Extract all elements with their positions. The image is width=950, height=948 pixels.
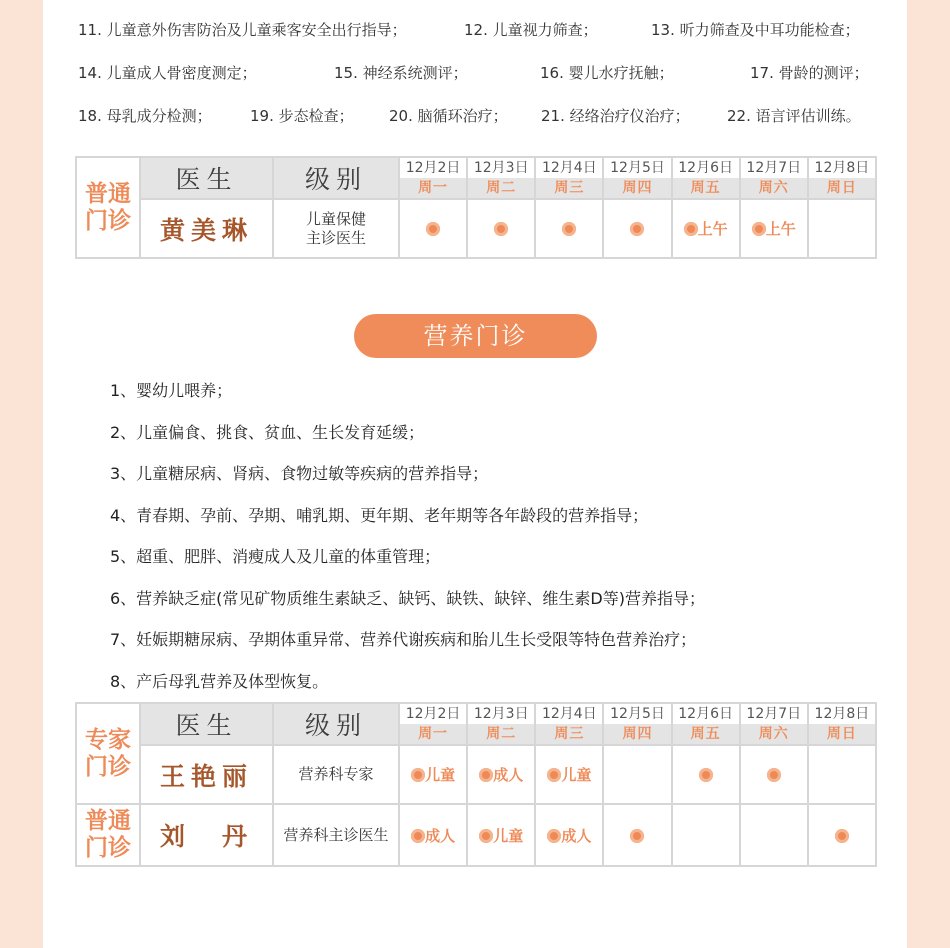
clinic-type-line: 门诊	[85, 835, 131, 861]
weekday-label: 周五	[673, 178, 739, 198]
weekday-label: 周一	[400, 724, 466, 744]
session-dot-icon	[630, 222, 644, 236]
date-label: 12月4日	[536, 158, 602, 178]
date-column-header	[399, 703, 467, 745]
session-label: 儿童	[425, 766, 456, 784]
weekday-label: 周六	[741, 724, 807, 744]
service-item: 17. 骨龄的测评；	[750, 64, 869, 82]
date-column-header	[808, 703, 876, 745]
schedule-slot-cell	[535, 745, 603, 804]
nutrition-service-item: 7、妊娠期糖尿病、孕期体重异常、营养代谢疾病和胎儿生长受限等特色营养治疗；	[110, 630, 697, 649]
date-column-header	[808, 157, 876, 199]
date-label: 12月5日	[604, 158, 670, 178]
service-item: 21. 经络治疗仪治疗；	[541, 107, 690, 125]
session-label: 上午	[697, 220, 728, 238]
clinic-type-label	[76, 703, 140, 804]
schedule-slot-cell	[467, 804, 535, 866]
schedule-slot-cell	[399, 745, 467, 804]
date-label: 12月6日	[673, 704, 739, 724]
clinic-session-marker	[494, 220, 508, 238]
table-row	[76, 745, 876, 804]
schedule-slot-cell	[467, 745, 535, 804]
schedule-slot-cell	[740, 199, 808, 258]
weekday-label: 周五	[673, 724, 739, 744]
session-dot-icon	[411, 768, 425, 782]
schedule-slot-cell	[672, 745, 740, 804]
clinic-session-marker	[411, 827, 455, 845]
schedule-slot-cell	[740, 745, 808, 804]
date-column-header	[467, 157, 535, 199]
date-label: 12月5日	[604, 704, 670, 724]
schedule-slot-cell	[535, 804, 603, 866]
clinic-type-line: 门诊	[85, 753, 131, 780]
doctor-name: 王艳丽	[140, 745, 273, 804]
clinic-session-marker	[684, 220, 728, 238]
weekday-label: 周四	[604, 178, 670, 198]
service-item: 16. 婴儿水疗抚触；	[540, 64, 674, 82]
session-dot-icon	[835, 829, 849, 843]
clinic-session-marker	[547, 827, 591, 845]
clinic-session-marker	[547, 766, 591, 784]
schedule-slot-cell	[808, 199, 876, 258]
weekday-label: 周三	[536, 178, 602, 198]
session-dot-icon	[479, 829, 493, 843]
date-label: 12月7日	[741, 158, 807, 178]
session-dot-icon	[630, 829, 644, 843]
date-label: 12月7日	[741, 704, 807, 724]
schedule-slot-cell	[603, 804, 671, 866]
doctor-name: 黄美琳	[140, 199, 273, 258]
date-column-header	[672, 703, 740, 745]
service-item: 12. 儿童视力筛查；	[464, 21, 598, 39]
date-label: 12月3日	[468, 704, 534, 724]
clinic-type-line: 普通	[85, 808, 131, 834]
session-dot-icon	[562, 222, 576, 236]
table-row	[76, 199, 876, 258]
doctor-column-header: 医生	[140, 157, 273, 199]
session-dot-icon	[547, 768, 561, 782]
doctor-level	[274, 210, 398, 248]
clinic-session-marker	[479, 827, 523, 845]
doctor-level-cell	[273, 745, 399, 804]
doctor-level: 营养科专家	[298, 765, 374, 783]
table-header-row	[76, 157, 876, 199]
date-column-header	[535, 157, 603, 199]
date-column-header	[399, 157, 467, 199]
doctor-level: 营养科主诊医生	[283, 825, 389, 844]
session-dot-icon	[426, 222, 440, 236]
date-column-header	[467, 703, 535, 745]
service-item: 14. 儿童成人骨密度测定；	[78, 64, 257, 82]
schedule-slot-cell	[535, 199, 603, 258]
schedule-slot-cell	[603, 745, 671, 804]
schedule-slot-cell	[808, 745, 876, 804]
service-item: 18. 母乳成分检测；	[78, 107, 212, 125]
date-column-header	[740, 703, 808, 745]
clinic-session-marker	[767, 766, 781, 784]
clinic-type-line: 普通	[85, 180, 131, 207]
session-label: 成人	[425, 826, 456, 845]
nutrition-service-item: 5、超重、肥胖、消瘦成人及儿童的体重管理；	[110, 547, 441, 566]
session-label: 儿童	[493, 826, 524, 845]
schedule-slot-cell	[672, 199, 740, 258]
schedule-slot-cell	[467, 199, 535, 258]
date-label: 12月3日	[468, 158, 534, 178]
doctor-name: 刘 丹	[140, 804, 273, 866]
schedule-slot-cell	[740, 804, 808, 866]
weekday-label: 周三	[536, 724, 602, 744]
clinic-session-marker	[699, 766, 713, 784]
weekday-label: 周六	[741, 178, 807, 198]
date-label: 12月2日	[400, 158, 466, 178]
service-item: 13. 听力筛查及中耳功能检查；	[651, 21, 860, 39]
session-label: 成人	[493, 766, 524, 784]
clinic-session-marker	[630, 220, 644, 238]
service-item: 19. 步态检查；	[250, 107, 354, 125]
schedule-slot-cell	[399, 199, 467, 258]
schedule-table-nutrition	[75, 702, 877, 867]
clinic-session-marker	[752, 220, 796, 238]
weekday-label: 周日	[809, 724, 875, 744]
clinic-type-label	[76, 804, 140, 866]
schedule-slot-cell	[603, 199, 671, 258]
doctor-level-line: 主诊医生	[305, 228, 366, 247]
schedule-slot-cell	[808, 804, 876, 866]
nutrition-service-item: 4、青春期、孕前、孕期、哺乳期、更年期、老年期等各年龄段的营养指导；	[110, 505, 649, 525]
session-label: 上午	[765, 220, 796, 238]
table-row	[76, 804, 876, 866]
schedule-slot-cell	[672, 804, 740, 866]
session-dot-icon	[479, 768, 493, 782]
weekday-label: 周四	[604, 724, 670, 744]
clinic-type-line: 门诊	[85, 207, 131, 234]
date-column-header	[603, 703, 671, 745]
schedule-table-general-clinic	[75, 156, 877, 259]
service-item: 20. 脑循环治疗；	[389, 107, 508, 125]
date-label: 12月6日	[673, 158, 739, 178]
session-dot-icon	[547, 829, 561, 843]
clinic-type-line: 专家	[85, 726, 131, 753]
clinic-session-marker	[411, 766, 455, 784]
weekday-label: 周一	[400, 178, 466, 198]
clinic-session-marker	[562, 220, 576, 238]
service-item: 15. 神经系统测评；	[334, 64, 468, 82]
date-column-header	[740, 157, 808, 199]
date-label: 12月2日	[400, 704, 466, 724]
session-dot-icon	[684, 222, 698, 236]
table-header-row	[76, 703, 876, 745]
weekday-label: 周日	[809, 178, 875, 198]
session-dot-icon	[494, 222, 508, 236]
clinic-session-marker	[630, 827, 644, 845]
nutrition-service-list	[110, 378, 705, 710]
nutrition-clinic-title: 营养门诊	[354, 314, 597, 358]
date-label: 12月4日	[536, 704, 602, 724]
doctor-column-header: 医生	[140, 703, 273, 745]
session-dot-icon	[767, 768, 781, 782]
nutrition-service-item: 6、营养缺乏症(常见矿物质维生素缺乏、缺钙、缺铁、缺锌、维生素D等)营养指导；	[110, 588, 705, 608]
level-column-header: 级别	[273, 703, 399, 745]
date-column-header	[672, 157, 740, 199]
clinic-session-marker	[479, 766, 523, 784]
session-label: 儿童	[561, 766, 592, 784]
doctor-level-cell	[273, 199, 399, 258]
date-label: 12月8日	[809, 704, 875, 724]
date-column-header	[535, 703, 603, 745]
session-label: 成人	[561, 826, 592, 845]
nutrition-service-item: 1、婴幼儿喂养；	[110, 381, 233, 400]
nutrition-service-item: 8、产后母乳营养及体型恢复。	[110, 671, 329, 691]
session-dot-icon	[752, 222, 766, 236]
weekday-label: 周二	[468, 178, 534, 198]
schedule-slot-cell	[399, 804, 467, 866]
doctor-level-line: 儿童保健	[305, 209, 366, 228]
clinic-type-label	[76, 157, 140, 258]
doctor-level-cell	[273, 804, 399, 866]
date-column-header	[603, 157, 671, 199]
clinic-session-marker	[426, 220, 440, 238]
weekday-label: 周二	[468, 724, 534, 744]
service-item: 22. 语言评估训练。	[727, 107, 861, 125]
level-column-header: 级别	[273, 157, 399, 199]
nutrition-service-item: 2、儿童偏食、挑食、贫血、生长发育延缓；	[110, 422, 425, 442]
clinic-session-marker	[835, 827, 849, 845]
nutrition-service-item: 3、儿童糖尿病、肾病、食物过敏等疾病的营养指导；	[110, 464, 489, 483]
service-item: 11. 儿童意外伤害防治及儿童乘客安全出行指导；	[78, 21, 407, 39]
session-dot-icon	[411, 829, 425, 843]
session-dot-icon	[699, 768, 713, 782]
date-label: 12月8日	[809, 158, 875, 178]
